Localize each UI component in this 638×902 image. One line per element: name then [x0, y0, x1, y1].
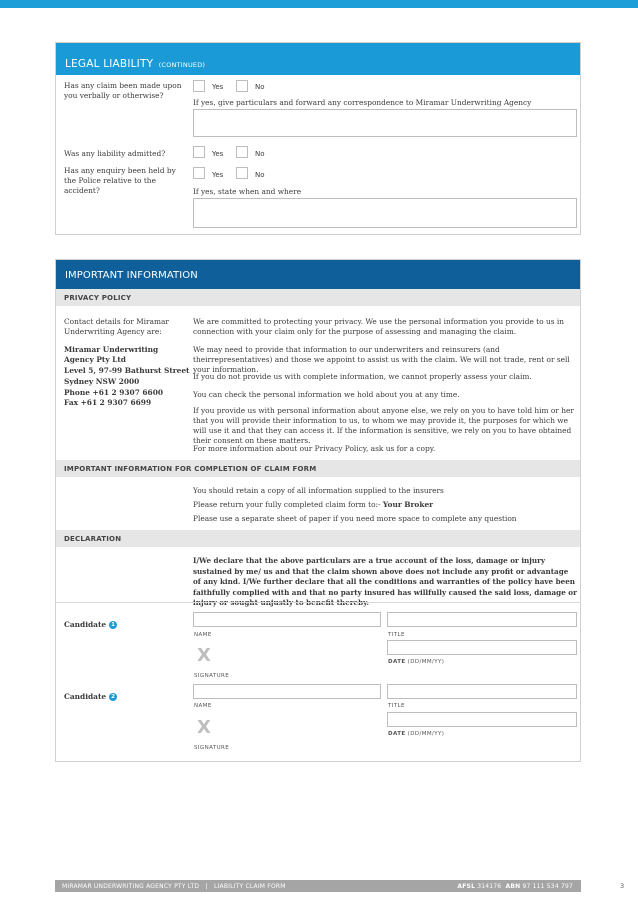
candidate-1-signature-mark[interactable]: X [197, 645, 211, 666]
q3-yes-label: Yes [212, 171, 224, 179]
candidate-2-name-label: NAME [194, 703, 212, 709]
candidate-2-date-label: DATE (DD/MM/YY) [388, 731, 445, 737]
footer-registration: AFSL 314176 ABN 97 111 534 797 [457, 883, 573, 890]
contact-fax: Fax +61 2 9307 6699 [64, 398, 152, 407]
q3-no-label: No [255, 171, 265, 179]
candidate-1-date-label: DATE (DD/MM/YY) [388, 659, 445, 665]
candidate-1-badge: 1 [109, 621, 117, 629]
q2-no-label: No [255, 150, 265, 158]
candidate-2-name-field[interactable] [193, 684, 381, 699]
contact-name-line2: Agency Pty Ltd [64, 355, 126, 364]
candidate-2-date-field[interactable] [387, 712, 577, 727]
legal-liability-panel [55, 42, 581, 235]
candidate-1-name-label: NAME [194, 632, 212, 638]
q3-yes-checkbox[interactable] [193, 167, 205, 179]
contact-name-line1: Miramar Underwriting [64, 345, 159, 354]
q1-particulars-label: If yes, give particulars and forward any correspondence to Miramar Underwriting Agency [193, 98, 532, 107]
privacy-paragraph-2: We may need to provide that information to our underwriters and reinsurers (and theirrepresentatives) and those we appoint to assist us with the claim. We will not trade, rent or sell your information. [193, 345, 570, 374]
contact-intro: Contact details for Miramar Underwriting Agency are: [64, 317, 169, 336]
page-footer [55, 880, 581, 892]
page-number: 3 [620, 882, 625, 890]
important-information-panel [55, 259, 581, 762]
privacy-paragraph-5: If you provide us with personal information about anyone else, we rely on you to have told him or her that you will provide their information to us, to whom we may provide it, the purposes for which we will use it and that they can access it. If the information is sensitive, we rely on you to have obtained their consent on these matters. [193, 406, 574, 445]
q1-yes-label: Yes [212, 83, 224, 91]
privacy-policy-bar: PRIVACY POLICY [56, 289, 580, 306]
q2-yes-label: Yes [212, 150, 224, 158]
completion-line-2: Please return your fully completed claim form to:- Your Broker [193, 500, 434, 509]
candidate-1-title-label: TITLE [388, 632, 405, 638]
q1-no-label: No [255, 83, 265, 91]
legal-liability-heading: LEGAL LIABILITY (CONTINUED) [56, 43, 580, 75]
completion-info-bar: IMPORTANT INFORMATION FOR COMPLETION OF CLAIM FORM [56, 460, 580, 477]
q1-particulars-field[interactable] [193, 109, 577, 137]
declaration-text: I/We declare that the above particulars are a true account of the loss, damage or injury sustained by me/ us and that the claim shown above does not include any profit or advantage of any kind. I/We further declare that all the conditions and warranties of the policy have been faithfully complied with and that no party insured has willfully caused the said loss, damage or [193, 556, 577, 597]
question-claim-made: Has any claim been made upon you verbally or otherwise? [64, 81, 182, 100]
q3-details-label: If yes, state when and where [193, 187, 302, 196]
candidate-1-label: Candidate 1 [64, 620, 117, 630]
privacy-paragraph-4: You can check the personal information we hold about you at any time. [193, 390, 460, 399]
privacy-paragraph-3: If you do not provide us with complete information, we cannot properly assess your claim. [193, 372, 532, 381]
question-liability-admitted: Was any liability admitted? [64, 149, 166, 158]
declaration-bar: DECLARATION [56, 530, 580, 547]
q3-details-field[interactable] [193, 198, 577, 228]
declaration-divider [56, 602, 580, 603]
candidate-2-signature-label: SIGNATURE [194, 745, 230, 751]
completion-line-1: You should retain a copy of all information supplied to the insurers [193, 486, 444, 495]
candidate-1-date-field[interactable] [387, 640, 577, 655]
q3-no-checkbox[interactable] [236, 167, 248, 179]
privacy-paragraph-6: For more information about our Privacy Policy, ask us for a copy. [193, 444, 436, 453]
q2-no-checkbox[interactable] [236, 146, 248, 158]
candidate-2-label: Candidate 2 [64, 692, 117, 702]
privacy-paragraph-1: We are committed to protecting your privacy. We use the personal information you provide to us in connection with your claim only for the purpose of assessing and managing the claim. [193, 317, 564, 336]
broker-name: Your Broker [382, 500, 434, 509]
completion-line-3: Please use a separate sheet of paper if you need more space to complete any question [193, 514, 517, 523]
candidate-2-signature-mark[interactable]: X [197, 717, 211, 738]
question-police-enquiry: Has any enquiry been held by the Police relative to the accident? [64, 166, 176, 195]
important-information-heading: IMPORTANT INFORMATION [56, 260, 580, 289]
candidate-1-signature-label: SIGNATURE [194, 673, 230, 679]
q1-no-checkbox[interactable] [236, 80, 248, 92]
candidate-2-badge: 2 [109, 693, 117, 701]
contact-phone: Phone +61 2 9307 6600 [64, 388, 163, 397]
q1-yes-checkbox[interactable] [193, 80, 205, 92]
q2-yes-checkbox[interactable] [193, 146, 205, 158]
candidate-1-title-field[interactable] [387, 612, 577, 627]
top-accent-bar [0, 0, 638, 8]
footer-company: MIRAMAR UNDERWRITING AGENCY PTY LTD | LIABILITY CLAIM FORM [62, 883, 286, 890]
candidate-1-name-field[interactable] [193, 612, 381, 627]
candidate-2-title-label: TITLE [388, 703, 405, 709]
heading-continued: (CONTINUED) [158, 61, 206, 69]
contact-address-line1: Level 5, 97-99 Bathurst Street [64, 366, 190, 375]
candidate-2-title-field[interactable] [387, 684, 577, 699]
contact-address-line2: Sydney NSW 2000 [64, 377, 140, 386]
